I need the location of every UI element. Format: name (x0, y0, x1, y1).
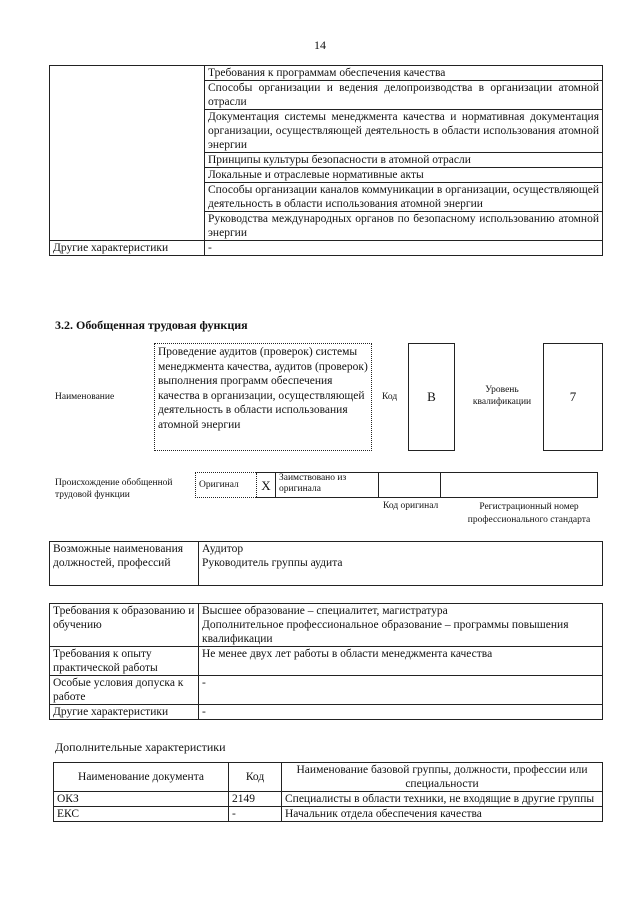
origin-label: Происхождение обобщенной трудовой функции (55, 478, 173, 500)
education-item: Высшее образование – специалитет, магистратура (202, 605, 448, 617)
additional-title: Дополнительные характеристики (55, 740, 226, 754)
knowledge-item: Локальные и отраслевые нормативные акты (205, 168, 603, 183)
qualification-level-box: 7 (543, 343, 603, 451)
header-code: Код (229, 763, 282, 792)
borrowed-cell: Заимствовано из оригинала (276, 473, 379, 498)
table-row (54, 807, 603, 822)
registration-caption: Регистрационный номер профессионального стандарта (467, 502, 591, 525)
header-document: Наименование документа (54, 763, 229, 792)
doc-cell: ЕКС (54, 807, 229, 822)
header-group: Наименование базовой группы, должности, профессии или специальности (282, 763, 603, 792)
knowledge-item: Требования к программам обеспечения качества (205, 66, 603, 81)
positions-label: Возможные наименования должностей, профессий (50, 542, 199, 586)
name-label: Наименование (55, 392, 115, 402)
knowledge-item: Документация системы менеджмента качества и нормативная документация организации, осуществляющей деятельность в области использования атомной энергии (205, 110, 603, 153)
function-code-box: В (408, 343, 455, 451)
knowledge-table (49, 65, 603, 256)
code-label: Код (382, 392, 398, 402)
knowledge-item: Способы организации и ведения делопроизводства в организации атомной отрасли (205, 81, 603, 110)
admission-value: - (199, 676, 603, 705)
other-value: - (199, 705, 603, 720)
other-label: Другие характеристики (50, 705, 199, 720)
education-label: Требования к образованию и обучению (50, 604, 199, 647)
knowledge-item: Способы организации каналов коммуникации в организации, осуществляющей деятельность в области использования атомной энергии (205, 183, 603, 212)
knowledge-item: Принципы культуры безопасности в атомной отрасли (205, 153, 603, 168)
other-characteristics-value: - (205, 241, 603, 256)
experience-label: Требования к опыту практической работы (50, 647, 199, 676)
level-label: Уровень квалификации (472, 385, 532, 407)
code-cell: - (229, 807, 282, 822)
function-name-box: Проведение аудитов (проверок) системы менеджмента качества, аудитов (проверок) выполнения программ обеспечения качества в организации, осуществляющей деятельность в области использования атомной энергии (154, 343, 372, 451)
other-characteristics-label: Другие характеристики (50, 241, 205, 256)
position-item: Руководитель группы аудита (202, 557, 343, 569)
doc-cell: ОКЗ (54, 792, 229, 807)
admission-label: Особые условия допуска к работе (50, 676, 199, 705)
additional-table (53, 762, 603, 822)
origin-table (195, 472, 598, 498)
page-number: 14 (314, 38, 326, 52)
code-cell: 2149 (229, 792, 282, 807)
original-code-caption: Код оригинал (383, 501, 439, 511)
experience-value: Не менее двух лет работы в области менеджмента качества (199, 647, 603, 676)
requirements-table (49, 603, 603, 720)
position-item: Аудитор (202, 543, 244, 555)
knowledge-item: Руководства международных органов по безопасному использованию атомной энергии (205, 212, 603, 241)
education-item: Дополнительное профессиональное образование – программы повышения квалификации (202, 619, 569, 645)
group-cell: Начальник отдела обеспечения качества (282, 807, 603, 822)
registration-number-cell (441, 473, 598, 498)
original-mark: Х (257, 473, 276, 498)
section-title: 3.2. Обобщенная трудовая функция (55, 318, 248, 332)
original-cell: Оригинал (196, 473, 257, 498)
group-cell: Специалисты в области техники, не входящие в другие группы (282, 792, 603, 807)
positions-table (49, 541, 603, 586)
original-code-cell (379, 473, 441, 498)
table-row (54, 792, 603, 807)
